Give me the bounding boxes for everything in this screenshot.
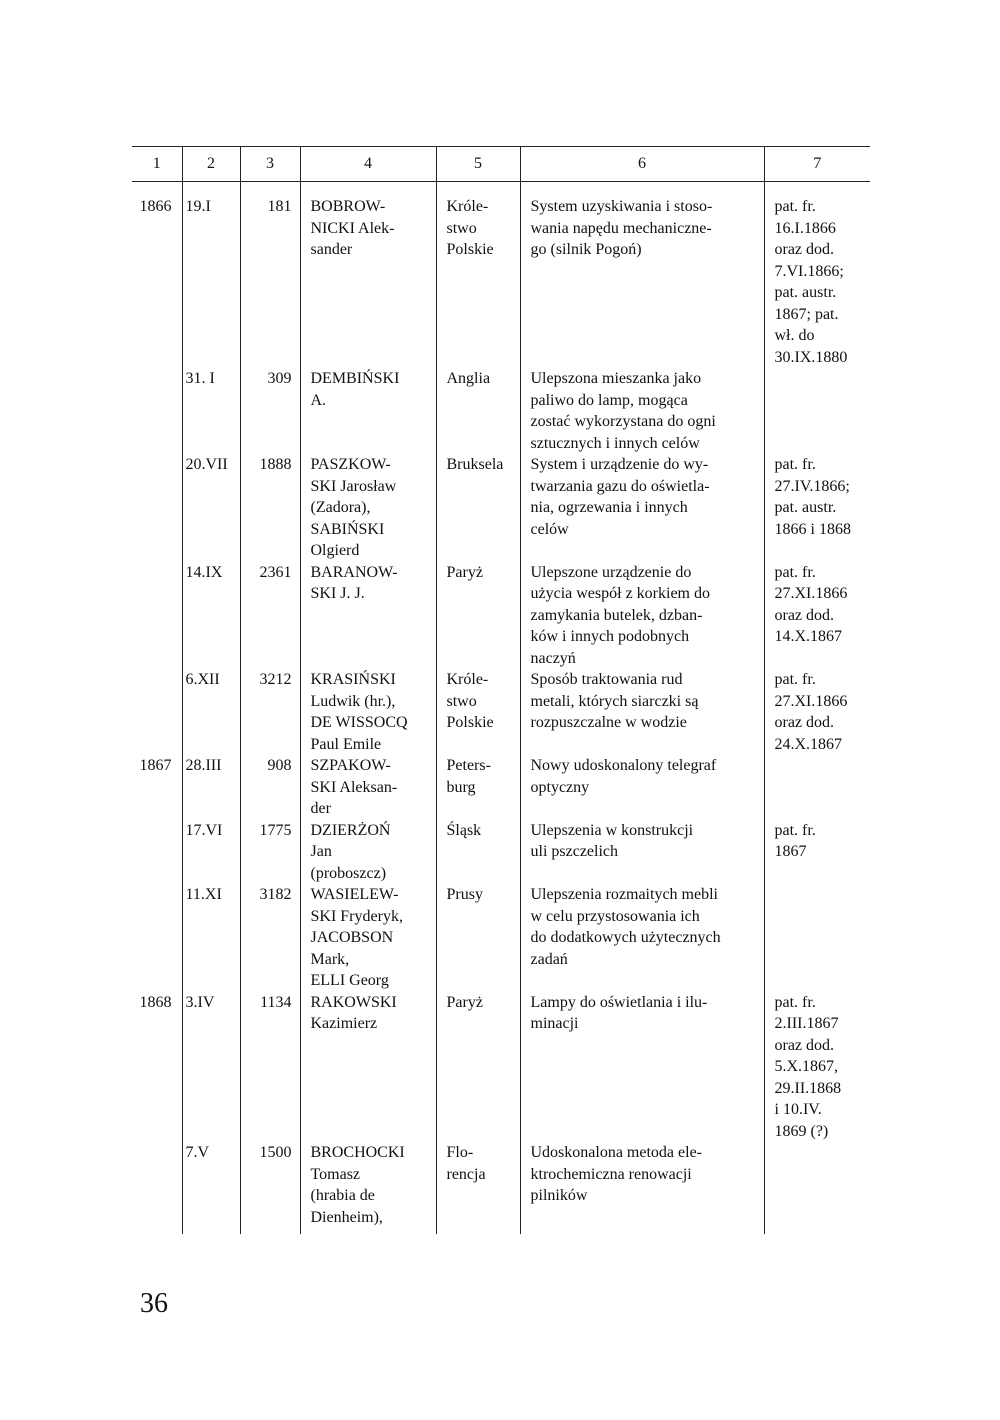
cell-description: Ulepszona mieszanka jako paliwo do lamp, mogąca zostać wykorzystana do ogni sztucznych i innych celów bbox=[520, 368, 764, 454]
cell-date: 31. I bbox=[182, 368, 240, 454]
cell-number: 3212 bbox=[240, 669, 300, 755]
cell-notes: pat. fr. 16.I.1866 oraz dod. 7.VI.1866; pat. austr. 1867; pat. wł. do 30.IX.1880 bbox=[764, 182, 870, 369]
cell-place: Paryż bbox=[436, 562, 520, 670]
cell-place: Śląsk bbox=[436, 820, 520, 885]
cell-date: 28.III bbox=[182, 755, 240, 820]
cell-place: Króle- stwo Polskie bbox=[436, 669, 520, 755]
table-row bbox=[132, 992, 870, 1143]
cell-description: Ulepszenia rozmaitych mebli w celu przystosowania ich do dodatkowych użytecznych zadań bbox=[520, 884, 764, 992]
table-body bbox=[132, 182, 870, 1235]
cell-name: BARANOW- SKI J. J. bbox=[300, 562, 436, 670]
column-header-description: 6 bbox=[520, 147, 764, 182]
cell-date: 3.IV bbox=[182, 992, 240, 1143]
cell-number: 1775 bbox=[240, 820, 300, 885]
cell-description: Ulepszone urządzenie do użycia wespół z korkiem do zamykania butelek, dzban- ków i innych podobnych naczyń bbox=[520, 562, 764, 670]
cell-date: 11.XI bbox=[182, 884, 240, 992]
cell-year bbox=[132, 454, 182, 562]
cell-number: 181 bbox=[240, 182, 300, 369]
cell-name: PASZKOW- SKI Jarosław (Zadora), SABIŃSKI Olgierd bbox=[300, 454, 436, 562]
column-header-name: 4 bbox=[300, 147, 436, 182]
cell-date: 14.IX bbox=[182, 562, 240, 670]
table-row bbox=[132, 884, 870, 992]
table-row bbox=[132, 820, 870, 885]
cell-description: Lampy do oświetlania i ilu- minacji bbox=[520, 992, 764, 1143]
cell-notes: pat. fr. 27.IV.1866; pat. austr. 1866 i 1868 bbox=[764, 454, 870, 562]
cell-notes bbox=[764, 368, 870, 454]
cell-year bbox=[132, 669, 182, 755]
cell-number: 2361 bbox=[240, 562, 300, 670]
cell-year: 1868 bbox=[139, 993, 172, 1011]
cell-notes: pat. fr. 2.III.1867 oraz dod. 5.X.1867, 29.II.1868 i 10.IV. 1869 (?) bbox=[764, 992, 870, 1143]
cell-number: 3182 bbox=[240, 884, 300, 992]
cell-name: DEMBIŃSKI A. bbox=[300, 368, 436, 454]
cell-place: Paryż bbox=[436, 992, 520, 1143]
column-header-date: 2 bbox=[182, 147, 240, 182]
table-row bbox=[132, 454, 870, 562]
header-row bbox=[132, 147, 870, 182]
cell-year bbox=[132, 820, 182, 885]
cell-year: 1866 bbox=[139, 198, 172, 215]
cell-place: Anglia bbox=[436, 368, 520, 454]
cell-date: 19.I bbox=[182, 182, 240, 369]
cell-date: 6.XII bbox=[182, 669, 240, 755]
cell-description: Ulepszenia w konstrukcji uli pszczelich bbox=[520, 820, 764, 885]
cell-name: BROCHOCKI Tomasz (hrabia de Dienheim), bbox=[300, 1142, 436, 1234]
cell-year bbox=[132, 884, 182, 992]
cell-place: Flo- rencja bbox=[436, 1142, 520, 1234]
cell-name: KRASIŃSKI Ludwik (hr.), DE WISSOCQ Paul Emile bbox=[300, 669, 436, 755]
cell-description: System i urządzenie do wy- twarzania gazu do oświetla- nia, ogrzewania i innych celów bbox=[520, 454, 764, 562]
cell-notes bbox=[764, 884, 870, 992]
cell-description: Sposób traktowania rud metali, których siarczki są rozpuszczalne w wodzie bbox=[520, 669, 764, 755]
cell-date: 17.VI bbox=[182, 820, 240, 885]
cell-notes bbox=[764, 755, 870, 820]
cell-place: Peters- burg bbox=[436, 755, 520, 820]
cell-description: Udoskonalona metoda ele- ktrochemiczna renowacji pilników bbox=[520, 1142, 764, 1234]
cell-place: Prusy bbox=[436, 884, 520, 992]
cell-notes bbox=[764, 1142, 870, 1234]
table-row bbox=[132, 368, 870, 454]
cell-date: 20.VII bbox=[182, 454, 240, 562]
cell-notes: pat. fr. 27.XI.1866 oraz dod. 14.X.1867 bbox=[764, 562, 870, 670]
cell-date: 7.V bbox=[182, 1142, 240, 1234]
cell-year bbox=[132, 1142, 182, 1234]
cell-number: 1888 bbox=[240, 454, 300, 562]
cell-description: Nowy udoskonalony telegraf optyczny bbox=[520, 755, 764, 820]
table-row bbox=[132, 562, 870, 670]
column-header-notes: 7 bbox=[764, 147, 870, 182]
cell-name: BOBROW- NICKI Alek- sander bbox=[300, 182, 436, 369]
cell-name: DZIERŻOŃ Jan (proboszcz) bbox=[300, 820, 436, 885]
cell-number: 1134 bbox=[240, 992, 300, 1143]
table-row bbox=[132, 669, 870, 755]
cell-place: Bruksela bbox=[436, 454, 520, 562]
cell-description: System uzyskiwania i stoso- wania napędu mechaniczne- go (silnik Pogoń) bbox=[520, 182, 764, 369]
patent-table bbox=[132, 146, 870, 1234]
cell-name: RAKOWSKI Kazimierz bbox=[300, 992, 436, 1143]
table-row bbox=[132, 1142, 870, 1234]
cell-year bbox=[132, 562, 182, 670]
page-number: 36 bbox=[140, 1288, 168, 1319]
cell-notes: pat. fr. 1867 bbox=[764, 820, 870, 885]
cell-notes: pat. fr. 27.XI.1866 oraz dod. 24.X.1867 bbox=[764, 669, 870, 755]
cell-name: SZPAKOW- SKI Aleksan- der bbox=[300, 755, 436, 820]
table-row bbox=[132, 182, 870, 369]
cell-number: 908 bbox=[240, 755, 300, 820]
cell-number: 309 bbox=[240, 368, 300, 454]
cell-number: 1500 bbox=[240, 1142, 300, 1234]
table-row bbox=[132, 755, 870, 820]
table-header bbox=[132, 147, 870, 182]
column-header-number: 3 bbox=[240, 147, 300, 182]
cell-year: 1867 bbox=[139, 757, 172, 774]
cell-place: Króle- stwo Polskie bbox=[436, 182, 520, 369]
cell-year bbox=[132, 368, 182, 454]
cell-name: WASIELEW- SKI Fryderyk, JACOBSON Mark, ELLI Georg bbox=[300, 884, 436, 992]
column-header-place: 5 bbox=[436, 147, 520, 182]
column-header-year: 1 bbox=[132, 147, 182, 182]
